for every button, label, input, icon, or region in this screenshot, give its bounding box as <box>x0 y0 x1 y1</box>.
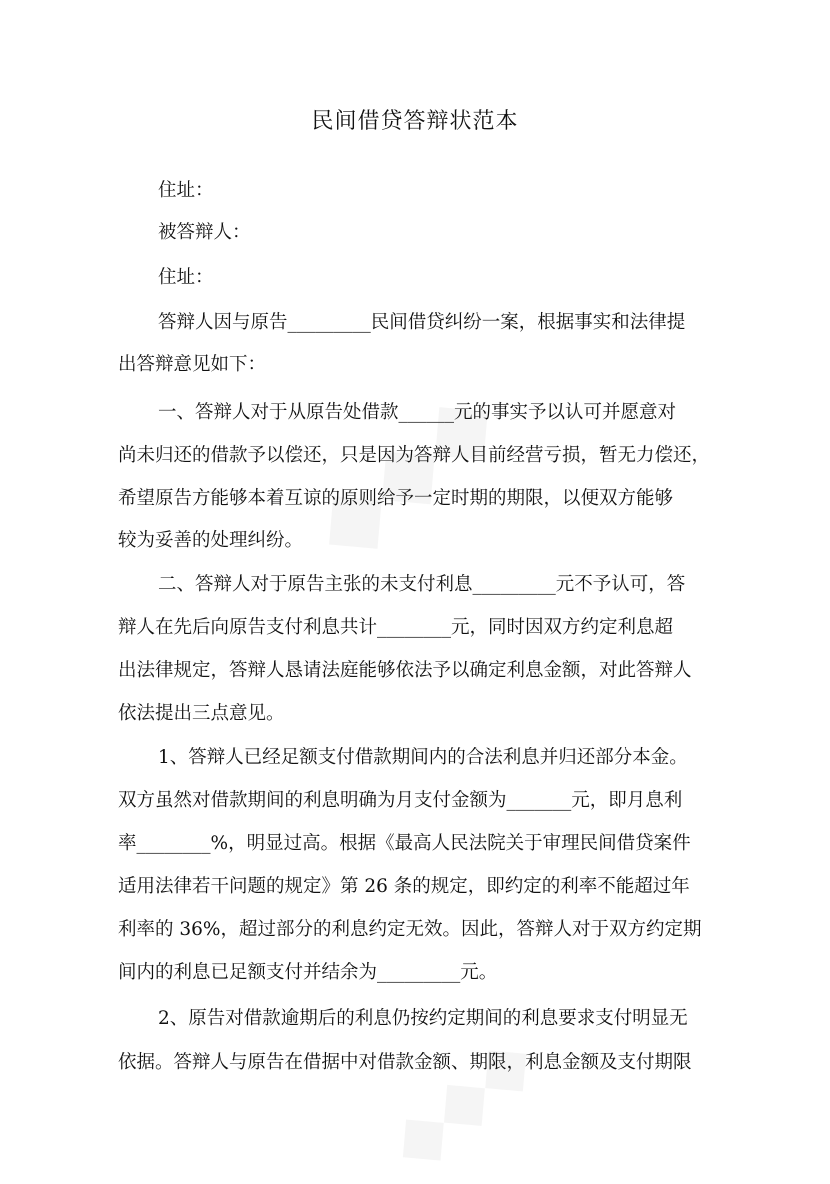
paragraph-line: 利率的 36%，超过部分的利息约定无效。因此，答辩人对于双方约定期 <box>118 919 702 940</box>
paragraph-line: 双方虽然对借款期间的利息明确为月支付金额为_______元，即月息利 <box>118 790 683 811</box>
paragraph-line: 较为妥善的处理纠纷。 <box>118 530 304 551</box>
paragraph-line: 依据。答辩人与原告在借据中对借款金额、期限，利息金额及支付期限 <box>118 1052 692 1073</box>
paragraph-line: 间内的利息已足额支付并结余为_________元。 <box>118 962 498 983</box>
paragraph-line: 1、答辩人已经足额支付借款期间内的合法利息并归还部分本金。 <box>158 747 688 768</box>
paragraph-line: 一、答辩人对于从原告处借款______元的事实予以认可并愿意对 <box>158 402 677 423</box>
paragraph-line: 尚未归还的借款予以偿还，只是因为答辩人目前经营亏损，暂无力偿还， <box>118 445 711 466</box>
paragraph-line: 出答辩意见如下： <box>118 354 267 375</box>
paragraph-line: 依法提出三点意见。 <box>118 703 285 724</box>
paragraph-line: 出法律规定，答辩人恳请法庭能够依法予以确定利息金额，对此答辩人 <box>118 660 692 681</box>
paragraph-line: 适用法律若干问题的规定》第 26 条的规定，即约定的利率不能超过年 <box>118 876 690 897</box>
watermark <box>373 1018 549 1184</box>
paragraph-line: 2、原告对借款逾期后的利息仍按约定期间的利息要求支付明显无 <box>158 1008 688 1029</box>
address-line: 住址： <box>158 267 214 288</box>
address-line: 住址： <box>158 180 214 201</box>
paragraph-line: 率________%，明显过高。根据《最高人民法院关于审理民间借贷案件 <box>118 833 691 854</box>
respondent-line: 被答辩人： <box>158 222 251 243</box>
paragraph-line: 希望原告方能够本着互谅的原则给予一定时期的期限，以便双方能够 <box>118 488 674 509</box>
paragraph-line: 辩人在先后向原告支付利息共计________元，同时因双方约定利息超 <box>118 617 674 638</box>
paragraph-line: 二、答辩人对于原告主张的未支付利息_________元不予认可，答 <box>158 574 686 595</box>
paragraph-line: 答辩人因与原告_________民间借贷纠纷一案，根据事实和法律提 <box>158 312 686 333</box>
document-title: 民间借贷答辩状范本 <box>311 109 519 134</box>
